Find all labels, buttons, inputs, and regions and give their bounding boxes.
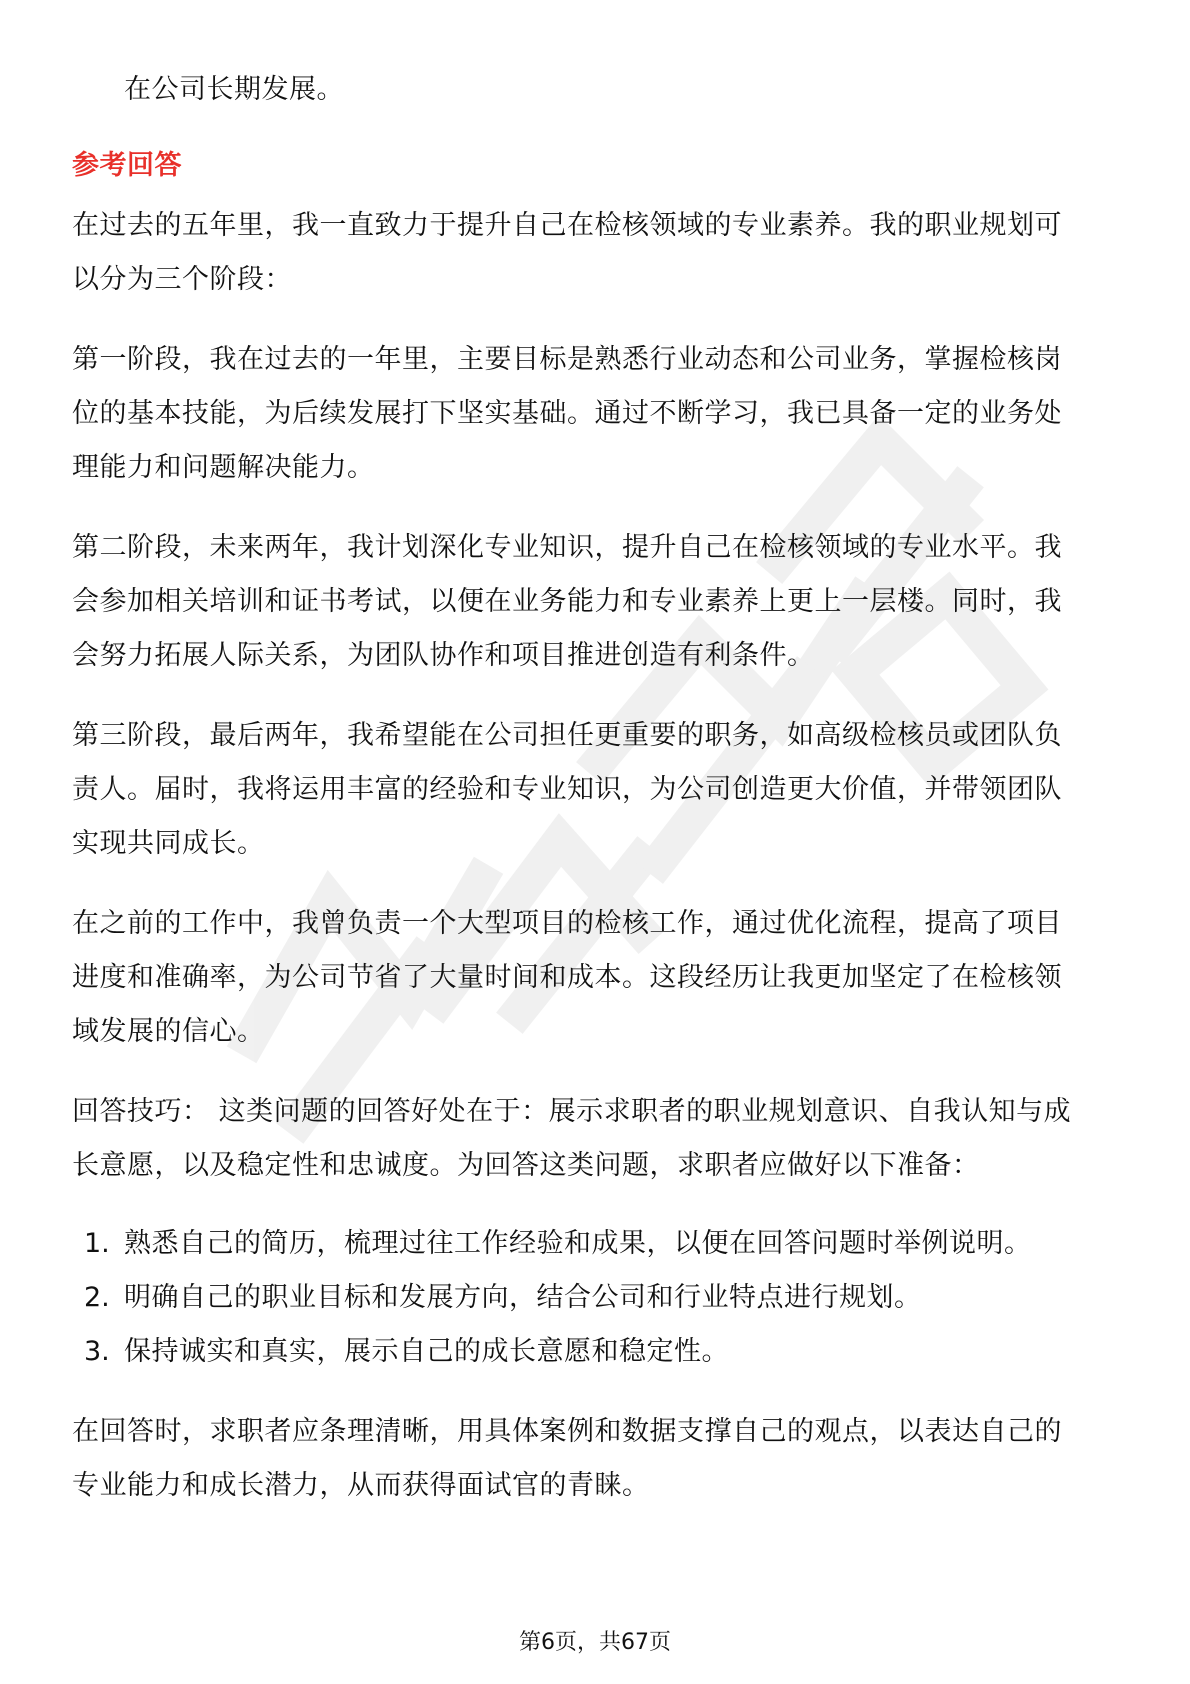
paragraph-line: 会参加相关培训和证书考试，以便在业务能力和专业素养上更上一层楼。同时，我 [72, 586, 1062, 617]
list-item-text: 保持诚实和真实，展示自己的成长意愿和稳定性。 [124, 1336, 729, 1367]
closing-paragraph-line: 专业能力和成长潜力，从而获得面试官的青睐。 [72, 1470, 650, 1501]
paragraph-line: 进度和准确率，为公司节省了大量时间和成本。这段经历让我更加坚定了在检核领 [72, 962, 1062, 993]
paragraph-line: 在过去的五年里，我一直致力于提升自己在检核领域的专业素养。我的职业规划可 [72, 210, 1062, 241]
paragraph-line: 域发展的信心。 [72, 1016, 265, 1047]
closing-paragraph-line: 在回答时，求职者应条理清晰，用具体案例和数据支撑自己的观点，以表达自己的 [72, 1416, 1062, 1447]
paragraph-line: 第一阶段，我在过去的一年里，主要目标是熟悉行业动态和公司业务，掌握检核岗 [72, 344, 1062, 375]
list-item-text: 明确自己的职业目标和发展方向，结合公司和行业特点进行规划。 [124, 1282, 922, 1313]
paragraph-line: 在之前的工作中，我曾负责一个大型项目的检核工作，通过优化流程，提高了项目 [72, 908, 1062, 939]
intro-tail-text: 在公司长期发展。 [124, 74, 344, 105]
list-item-number: 1. [84, 1228, 110, 1259]
tips-paragraph-line: 回答技巧： 这类问题的回答好处在于：展示求职者的职业规划意识、自我认知与成 [72, 1096, 1072, 1127]
section-heading: 参考回答 [72, 150, 182, 181]
list-item-text: 熟悉自己的简历，梳理过往工作经验和成果，以便在回答问题时举例说明。 [124, 1228, 1032, 1259]
paragraph-line: 以分为三个阶段： [72, 264, 292, 295]
paragraph-line: 第二阶段，未来两年，我计划深化专业知识，提升自己在检核领域的专业水平。我 [72, 532, 1062, 563]
paragraph-line: 理能力和问题解决能力。 [72, 452, 375, 483]
page-number-footer: 第6页，共67页 [519, 1630, 671, 1655]
paragraph-line: 会努力拓展人际关系，为团队协作和项目推进创造有利条件。 [72, 640, 815, 671]
list-item-number: 2. [84, 1282, 110, 1313]
tips-paragraph-line: 长意愿，以及稳定性和忠诚度。为回答这类问题，求职者应做好以下准备： [72, 1150, 980, 1181]
paragraph-line: 位的基本技能，为后续发展打下坚实基础。通过不断学习，我已具备一定的业务处 [72, 398, 1062, 429]
paragraph-line: 责人。届时，我将运用丰富的经验和专业知识，为公司创造更大价值，并带领团队 [72, 774, 1062, 805]
paragraph-line: 第三阶段，最后两年，我希望能在公司担任更重要的职务，如高级检核员或团队负 [72, 720, 1062, 751]
paragraph-line: 实现共同成长。 [72, 828, 265, 859]
list-item-number: 3. [84, 1336, 110, 1367]
